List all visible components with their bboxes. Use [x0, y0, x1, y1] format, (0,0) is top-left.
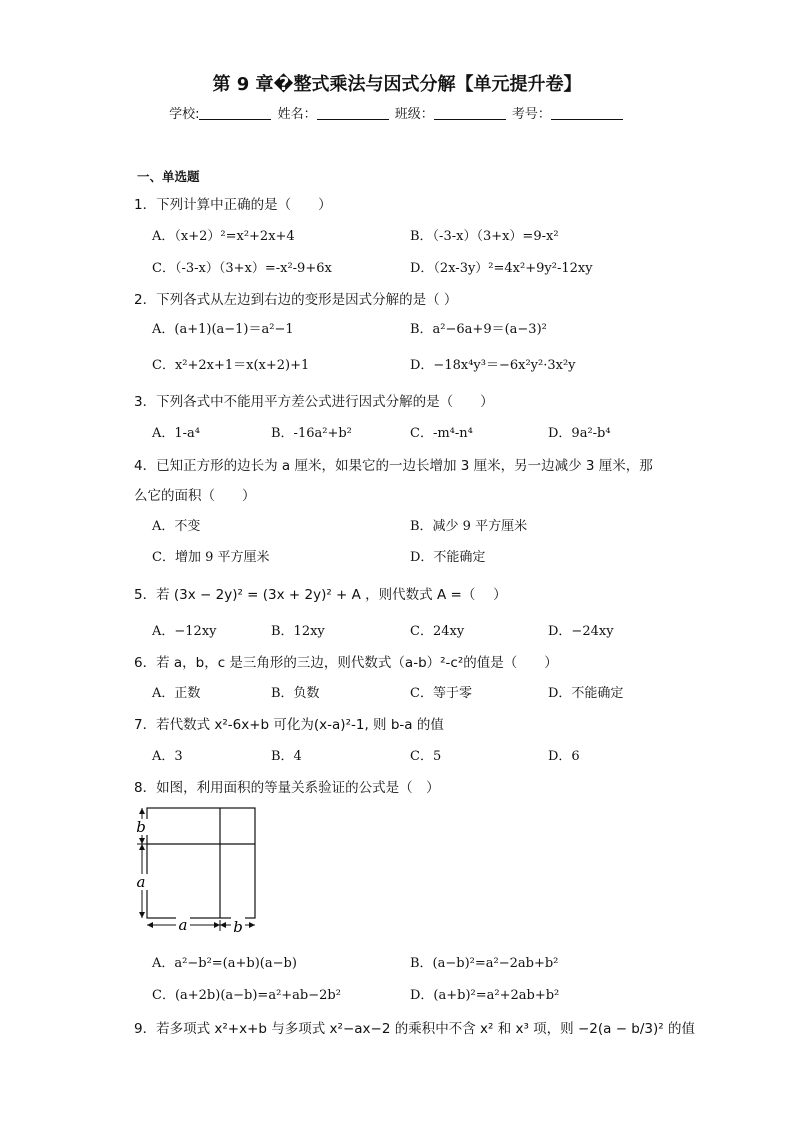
name-blank[interactable] [317, 106, 389, 120]
q1-option-d[interactable]: D．（2x-3y）²=4x²+9y²-12xy [410, 261, 593, 276]
class-label: 班级： [394, 107, 434, 122]
q1-option-a[interactable]: A．（x+2）²=x²+2x+4 [152, 229, 295, 244]
q6-option-b[interactable]: B．负数 [271, 686, 320, 701]
section-heading: 一、单选题 [137, 169, 200, 184]
student-info-line [0, 103, 794, 122]
arrow-left-icon [220, 922, 226, 928]
q1-option-c[interactable]: C．（-3-x）（3+x）=-x²-9+6x [152, 261, 332, 276]
q4-option-c[interactable]: C．增加 9 平方厘米 [152, 550, 270, 565]
q3-option-a[interactable]: A．1-a⁴ [152, 426, 201, 441]
q7-option-b[interactable]: B．4 [271, 749, 302, 764]
q4-option-b[interactable]: B．减少 9 平方厘米 [410, 519, 528, 534]
question-6: 6．若 a，b，c 是三角形的三边，则代数式（a-b）²-c²的值是（ ） [134, 655, 558, 671]
q2-option-c[interactable]: C．x²+2x+1＝x(x+2)+1 [152, 358, 310, 373]
q6-option-c[interactable]: C．等于零 [410, 686, 472, 701]
q3-option-b[interactable]: B．-16a²+b² [271, 426, 352, 441]
q5-option-b[interactable]: B．12xy [271, 624, 325, 639]
question-4: 4．已知正方形的边长为 a 厘米，如果它的一边长增加 3 厘米，另一边减少 3 厘米，那 [134, 458, 653, 474]
document-title: 第 9 章�整式乘法与因式分解【单元提升卷】 [212, 74, 582, 95]
area-figure [133, 806, 263, 936]
question-3: 3．下列各式中不能用平方差公式进行因式分解的是（ ） [134, 394, 494, 410]
q7-option-d[interactable]: D．6 [548, 749, 580, 764]
arrow-up-icon [139, 844, 145, 850]
question-4-cont: 么它的面积（ ） [134, 488, 256, 504]
question-8: 8．如图，利用面积的等量关系验证的公式是（ ） [134, 780, 440, 796]
label-b-left: b [136, 818, 146, 836]
school-blank[interactable] [199, 106, 271, 120]
q4-option-a[interactable]: A．不变 [152, 519, 201, 534]
class-blank[interactable] [434, 106, 506, 120]
exam-no-blank[interactable] [551, 106, 623, 120]
question-7: 7．若代数式 x²-6x+b 可化为(x-a)²-1, 则 b-a 的值 [134, 717, 444, 733]
label-a-bottom: a [178, 916, 188, 934]
arrow-up-icon [139, 808, 145, 814]
arrow-left-icon [147, 922, 153, 928]
q3-option-c[interactable]: C．-m⁴-n⁴ [410, 426, 473, 441]
q6-option-d[interactable]: D．不能确定 [548, 686, 624, 701]
q2-option-a[interactable]: A．(a+1)(a−1)＝a²−1 [152, 322, 294, 337]
q8-option-a[interactable]: A．a²−b²=(a+b)(a−b) [152, 956, 297, 971]
outer-square [147, 808, 255, 918]
label-a-left: a [136, 873, 146, 891]
q2-option-d[interactable]: D．−18x⁴y³＝−6x²y²·3x²y [410, 358, 576, 373]
name-label: 姓名： [277, 107, 317, 122]
label-b-bottom: b [233, 918, 243, 936]
q7-option-c[interactable]: C．5 [410, 749, 442, 764]
school-label: 学校: [169, 107, 200, 122]
exam-no-label: 考号： [511, 107, 551, 122]
question-5: 5．若 (3x − 2y)² = (3x + 2y)² + A ，则代数式 A =（ ） [134, 587, 507, 603]
q1-option-b[interactable]: B．（-3-x）（3+x）=9-x² [410, 229, 559, 244]
arrow-down-icon [139, 838, 145, 844]
question-2: 2．下列各式从左边到右边的变形是因式分解的是（ ） [134, 292, 458, 308]
q5-option-a[interactable]: A．−12xy [152, 624, 217, 639]
q7-option-a[interactable]: A．3 [152, 749, 183, 764]
q8-option-c[interactable]: C．(a+2b)(a−b)=a²+ab−2b² [152, 988, 341, 1003]
q2-option-b[interactable]: B．a²−6a+9＝(a−3)² [410, 322, 547, 337]
arrow-down-icon [139, 912, 145, 918]
arrow-right-icon [214, 922, 220, 928]
arrow-right-icon [249, 922, 255, 928]
q4-option-d[interactable]: D．不能确定 [410, 550, 486, 565]
q5-option-c[interactable]: C．24xy [410, 624, 465, 639]
q6-option-a[interactable]: A．正数 [152, 686, 201, 701]
question-9: 9．若多项式 x²+x+b 与多项式 x²−ax−2 的乘积中不含 x² 和 x³ 项，则 −2(a − b/3)² 的值 [134, 1021, 695, 1037]
q8-option-b[interactable]: B．(a−b)²=a²−2ab+b² [410, 956, 559, 971]
q8-option-d[interactable]: D．(a+b)²=a²+2ab+b² [410, 988, 560, 1003]
q3-option-d[interactable]: D．9a²-b⁴ [548, 426, 611, 441]
q5-option-d[interactable]: D．−24xy [548, 624, 614, 639]
question-1: 1．下列计算中正确的是（ ） [134, 197, 332, 213]
